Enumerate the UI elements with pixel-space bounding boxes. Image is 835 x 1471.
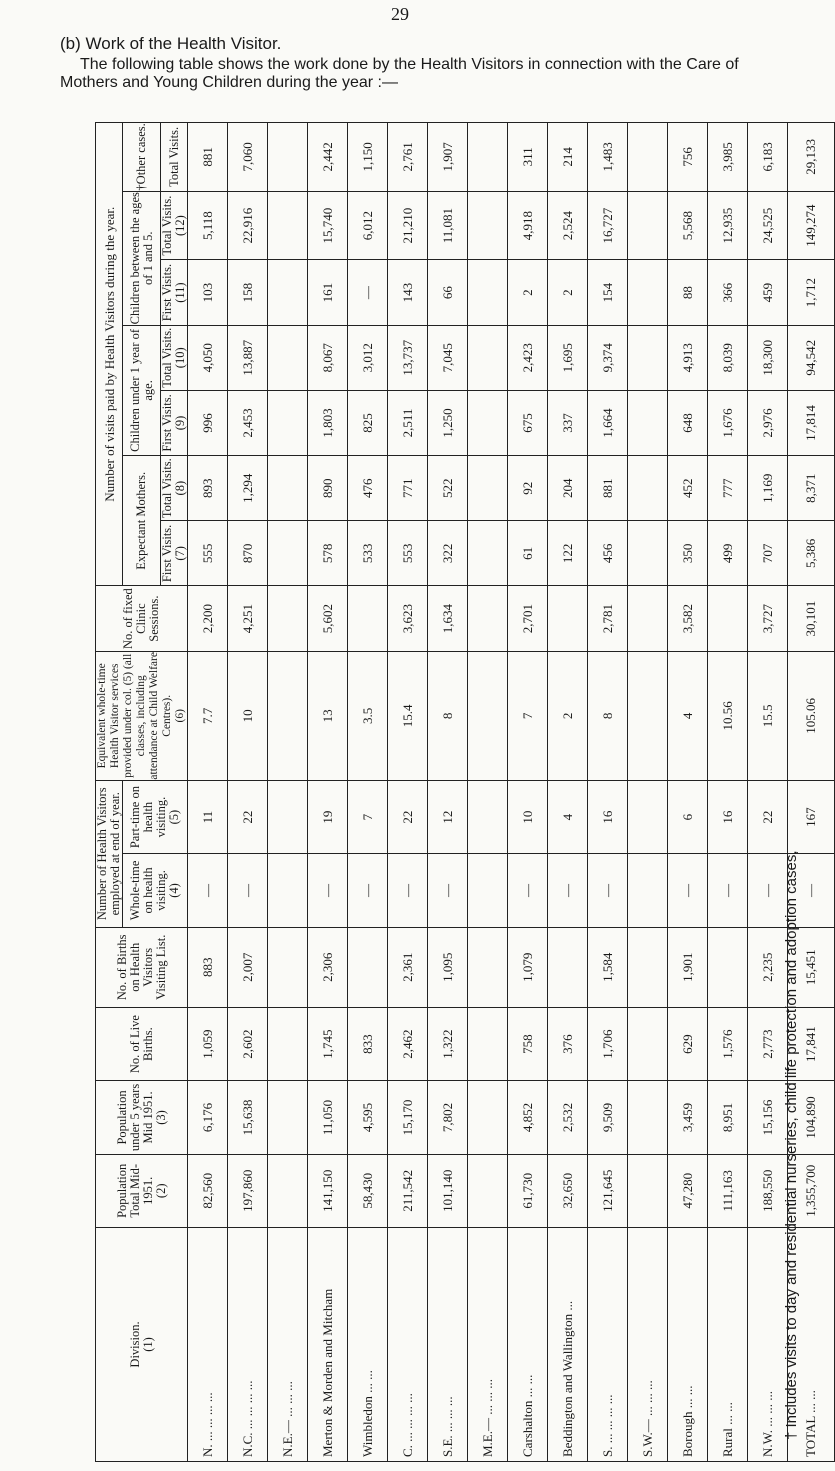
cell-c12: 15,740 <box>308 191 348 260</box>
table-row <box>188 123 228 1462</box>
cell-c13: 2,442 <box>308 123 348 192</box>
cell-u5: 104,890 <box>788 1081 835 1154</box>
part-time-header: Part-time on health visiting. (5) <box>123 780 188 853</box>
cell-division: Carshalton ... ... <box>508 1227 548 1461</box>
page-number: 29 <box>391 4 409 24</box>
cell-lb: 1,322 <box>428 1007 468 1080</box>
cell-wt: — <box>748 854 788 927</box>
cell-division: S.W.— ... ... ... <box>628 1227 668 1461</box>
cell-division: TOTAL ... ... <box>788 1227 835 1461</box>
equivalent-header: Equivalent whole-time Health Visitor services provided under col. (5) (all classes, including attendance at Child Welfare Centres). (6) <box>96 652 186 780</box>
table-row <box>628 123 668 1462</box>
cell-eq: 15.4 <box>388 651 428 780</box>
cell-c13: 7,060 <box>228 123 268 192</box>
cell-cs: 5,602 <box>308 586 348 651</box>
cell-c13 <box>268 123 308 192</box>
section-heading: (b) Work of the Health Visitor. <box>60 34 282 53</box>
cell-cs <box>548 586 588 651</box>
cell-c13: 1,150 <box>348 123 388 192</box>
cell-pt: 167 <box>788 780 835 853</box>
cell-eq <box>628 651 668 780</box>
cell-c12: 24,525 <box>748 191 788 260</box>
cell-pop: 1,355,700 <box>788 1154 835 1227</box>
cell-wt: — <box>228 854 268 927</box>
cell-c8: 92 <box>508 456 548 521</box>
cell-pt: 19 <box>308 780 348 853</box>
cell-c10: 13,737 <box>388 325 428 390</box>
table-row <box>508 123 548 1462</box>
table-row <box>468 123 508 1462</box>
births-on-list-header: No. of Births on Health Visitors Visiting List. <box>96 927 188 1007</box>
cell-c8 <box>468 456 508 521</box>
cell-division: M.E.— ... ... ... <box>468 1227 508 1461</box>
cell-c13: 2,761 <box>388 123 428 192</box>
cell-c11: 161 <box>308 260 348 325</box>
cell-pop <box>468 1154 508 1227</box>
cell-u5: 15,156 <box>748 1081 788 1154</box>
cell-division: N.E.— ... ... ... <box>268 1227 308 1461</box>
cell-lb: 2,602 <box>228 1007 268 1080</box>
cell-wt <box>268 854 308 927</box>
cell-pt: 11 <box>188 780 228 853</box>
cell-division: Borough ... ... <box>668 1227 708 1461</box>
cell-c7: 553 <box>388 521 428 586</box>
cell-c11: 2 <box>548 260 588 325</box>
cell-c12: 16,727 <box>588 191 628 260</box>
cell-eq <box>468 651 508 780</box>
first-visits-9-header: First Visits. (9) <box>161 390 188 455</box>
cell-c8: 522 <box>428 456 468 521</box>
cell-c12: 6,012 <box>348 191 388 260</box>
cell-c12: 4,918 <box>508 191 548 260</box>
cell-c7: 456 <box>588 521 628 586</box>
cell-c10 <box>628 325 668 390</box>
cell-wt <box>468 854 508 927</box>
cell-wt: — <box>788 854 835 927</box>
cell-c12 <box>468 191 508 260</box>
cell-c9: 648 <box>668 390 708 455</box>
cell-c12: 22,916 <box>228 191 268 260</box>
cell-c9: 825 <box>348 390 388 455</box>
cell-eq: 10.56 <box>708 651 748 780</box>
cell-c11 <box>468 260 508 325</box>
cell-cs <box>708 586 748 651</box>
cell-wt: — <box>428 854 468 927</box>
cell-eq: 10 <box>228 651 268 780</box>
cell-c10: 94,542 <box>788 325 835 390</box>
visits-group-header: Number of visits paid by Health Visitors during the year. <box>96 123 123 586</box>
cell-c8: 777 <box>708 456 748 521</box>
live-births-header: No. of Live Births. <box>96 1007 188 1080</box>
first-visits-7-header: First Visits. (7) <box>161 521 188 586</box>
cell-c13: 881 <box>188 123 228 192</box>
cell-eq: 7 <box>508 651 548 780</box>
under1-header: Children under 1 year of age. <box>123 325 161 455</box>
cell-c9: 1,803 <box>308 390 348 455</box>
cell-c11 <box>268 260 308 325</box>
cell-c9: 17,814 <box>788 390 835 455</box>
cell-c13: 3,985 <box>708 123 748 192</box>
cell-cs <box>468 586 508 651</box>
cell-pt: 12 <box>428 780 468 853</box>
cell-pt <box>628 780 668 853</box>
cell-bl <box>268 927 308 1007</box>
whole-time-header: Whole-time on health visiting. (4) <box>123 854 188 927</box>
cell-c11: — <box>348 260 388 325</box>
table-row <box>708 123 748 1462</box>
cell-pt: 6 <box>668 780 708 853</box>
cell-division: S. ... ... ... ... <box>588 1227 628 1461</box>
cell-c8: 1,169 <box>748 456 788 521</box>
cell-division: S.E. ... ... ... <box>428 1227 468 1461</box>
cell-pt <box>468 780 508 853</box>
cell-pop: 188,550 <box>748 1154 788 1227</box>
cell-pop: 58,430 <box>348 1154 388 1227</box>
cell-c9: 675 <box>508 390 548 455</box>
cell-cs: 2,200 <box>188 586 228 651</box>
population-header: Population Total Mid-1951. (2) <box>96 1154 188 1227</box>
cell-lb: 17,841 <box>788 1007 835 1080</box>
cell-u5: 6,176 <box>188 1081 228 1154</box>
cell-lb: 1,745 <box>308 1007 348 1080</box>
cell-pop: 141,150 <box>308 1154 348 1227</box>
cell-wt: — <box>508 854 548 927</box>
cell-c12: 11,081 <box>428 191 468 260</box>
cell-division: N.W. ... ... ... <box>748 1227 788 1461</box>
cell-cs: 2,781 <box>588 586 628 651</box>
cell-c13: 1,907 <box>428 123 468 192</box>
cell-c13: 311 <box>508 123 548 192</box>
cell-cs <box>348 586 388 651</box>
cell-c13: 214 <box>548 123 588 192</box>
table-row <box>548 123 588 1462</box>
cell-pt: 10 <box>508 780 548 853</box>
cell-c10: 4,913 <box>668 325 708 390</box>
cell-c13: 756 <box>668 123 708 192</box>
cell-pop: 121,645 <box>588 1154 628 1227</box>
cell-c8: 452 <box>668 456 708 521</box>
cell-u5: 3,459 <box>668 1081 708 1154</box>
cell-lb <box>628 1007 668 1080</box>
cell-eq <box>268 651 308 780</box>
expectant-header: Expectant Mothers. <box>123 456 161 586</box>
cell-lb: 2,462 <box>388 1007 428 1080</box>
cell-c12: 2,524 <box>548 191 588 260</box>
table-row <box>428 123 468 1462</box>
cell-pop: 47,280 <box>668 1154 708 1227</box>
cell-bl: 1,095 <box>428 927 468 1007</box>
cell-c7 <box>268 521 308 586</box>
cell-c13: 6,183 <box>748 123 788 192</box>
hv-employed-header: Number of Health Visitors employed at end of year. <box>96 780 123 927</box>
cell-c7: 555 <box>188 521 228 586</box>
cell-c9: 337 <box>548 390 588 455</box>
cell-c12 <box>628 191 668 260</box>
cell-c7: 533 <box>348 521 388 586</box>
cell-c8 <box>268 456 308 521</box>
cell-c11 <box>628 260 668 325</box>
cell-c12: 12,935 <box>708 191 748 260</box>
cell-lb: 758 <box>508 1007 548 1080</box>
cell-lb <box>268 1007 308 1080</box>
cell-c8: 771 <box>388 456 428 521</box>
cell-eq: 3.5 <box>348 651 388 780</box>
cell-eq: 7.7 <box>188 651 228 780</box>
cell-division: C. ... ... ... ... <box>388 1227 428 1461</box>
cell-c11: 88 <box>668 260 708 325</box>
cell-pop: 82,560 <box>188 1154 228 1227</box>
cell-wt: — <box>388 854 428 927</box>
cell-division: Rural ... ... <box>708 1227 748 1461</box>
cell-c11: 158 <box>228 260 268 325</box>
cell-bl <box>708 927 748 1007</box>
cell-wt: — <box>348 854 388 927</box>
cell-eq: 105.06 <box>788 651 835 780</box>
cell-u5 <box>468 1081 508 1154</box>
cell-pop <box>628 1154 668 1227</box>
cell-c10: 13,887 <box>228 325 268 390</box>
cell-lb: 629 <box>668 1007 708 1080</box>
cell-pt: 22 <box>228 780 268 853</box>
cell-c11: 366 <box>708 260 748 325</box>
cell-u5 <box>268 1081 308 1154</box>
cell-c7: 122 <box>548 521 588 586</box>
cell-c10: 18,300 <box>748 325 788 390</box>
cell-division: Wimbledon ... ... <box>348 1227 388 1461</box>
cell-bl <box>468 927 508 1007</box>
cell-bl: 1,901 <box>668 927 708 1007</box>
cell-c8: 890 <box>308 456 348 521</box>
intro-paragraph: The following table shows the work done by the Health Visitors in connection with the Care of Mothers and Young Children during the year :— <box>60 56 739 91</box>
cell-c9 <box>628 390 668 455</box>
cell-c9: 996 <box>188 390 228 455</box>
cell-c9: 1,250 <box>428 390 468 455</box>
cell-bl: 2,007 <box>228 927 268 1007</box>
total-visits-10-header: Total Visits. (10) <box>161 325 188 390</box>
cell-eq: 2 <box>548 651 588 780</box>
cell-c8: 1,294 <box>228 456 268 521</box>
cell-c7 <box>468 521 508 586</box>
cell-c7 <box>628 521 668 586</box>
cell-c10: 8,039 <box>708 325 748 390</box>
cell-c9 <box>268 390 308 455</box>
cell-lb: 1,576 <box>708 1007 748 1080</box>
footnote: † Includes visits to day and residential nurseries, child life protection and adoption cases, <box>783 850 800 1440</box>
cell-c12 <box>268 191 308 260</box>
cell-c9: 2,511 <box>388 390 428 455</box>
table-row <box>268 123 308 1462</box>
cell-cs: 3,623 <box>388 586 428 651</box>
cell-u5: 8,951 <box>708 1081 748 1154</box>
cell-c10 <box>468 325 508 390</box>
cell-eq: 8 <box>428 651 468 780</box>
cell-c11: 459 <box>748 260 788 325</box>
cell-pop: 32,650 <box>548 1154 588 1227</box>
cell-pop: 211,542 <box>388 1154 428 1227</box>
table-row <box>748 123 788 1462</box>
total-visits-13-header: Total Visits. <box>161 123 188 192</box>
cell-division: Beddington and Wallington ... <box>548 1227 588 1461</box>
cell-bl: 2,361 <box>388 927 428 1007</box>
cell-cs: 3,727 <box>748 586 788 651</box>
cell-u5: 4,595 <box>348 1081 388 1154</box>
cell-lb: 1,059 <box>188 1007 228 1080</box>
cell-c7: 707 <box>748 521 788 586</box>
cell-c11: 2 <box>508 260 548 325</box>
cell-c9 <box>468 390 508 455</box>
cell-c8: 476 <box>348 456 388 521</box>
cell-u5: 15,170 <box>388 1081 428 1154</box>
cell-wt: — <box>308 854 348 927</box>
division-header: Division. (1) <box>96 1227 188 1461</box>
cell-pt: 16 <box>708 780 748 853</box>
cell-cs: 1,634 <box>428 586 468 651</box>
cell-bl <box>628 927 668 1007</box>
cell-c11: 154 <box>588 260 628 325</box>
cell-wt: — <box>708 854 748 927</box>
cell-lb: 833 <box>348 1007 388 1080</box>
cell-division: N. ... ... ... ... <box>188 1227 228 1461</box>
table-row <box>668 123 708 1462</box>
cell-c10: 8,067 <box>308 325 348 390</box>
one-to-five-header: Children between the ages of 1 and 5. <box>123 191 161 325</box>
cell-lb: 376 <box>548 1007 588 1080</box>
cell-c12: 149,274 <box>788 191 835 260</box>
total-visits-12-header: Total Visits. (12) <box>161 191 188 260</box>
cell-u5: 2,532 <box>548 1081 588 1154</box>
table-row <box>588 123 628 1462</box>
cell-bl: 15,451 <box>788 927 835 1007</box>
cell-wt <box>628 854 668 927</box>
first-visits-11-header: First Visits. (11) <box>161 260 188 325</box>
cell-c9: 1,676 <box>708 390 748 455</box>
cell-pt: 22 <box>748 780 788 853</box>
cell-u5: 15,638 <box>228 1081 268 1154</box>
cell-cs: 4,251 <box>228 586 268 651</box>
cell-cs <box>268 586 308 651</box>
cell-c7: 350 <box>668 521 708 586</box>
cell-pop: 111,163 <box>708 1154 748 1227</box>
cell-c11: 103 <box>188 260 228 325</box>
cell-wt: — <box>668 854 708 927</box>
cell-c7: 870 <box>228 521 268 586</box>
cell-c7: 578 <box>308 521 348 586</box>
cell-c11: 1,712 <box>788 260 835 325</box>
cell-cs: 2,701 <box>508 586 548 651</box>
cell-bl: 1,079 <box>508 927 548 1007</box>
cell-c13 <box>468 123 508 192</box>
cell-lb: 1,706 <box>588 1007 628 1080</box>
cell-c9: 1,664 <box>588 390 628 455</box>
cell-c13 <box>628 123 668 192</box>
cell-bl <box>548 927 588 1007</box>
cell-c8 <box>628 456 668 521</box>
cell-c11: 143 <box>388 260 428 325</box>
clinic-sessions-header: No. of fixed Clinic Sessions. <box>96 586 188 651</box>
cell-lb: 2,773 <box>748 1007 788 1080</box>
cell-c10: 1,695 <box>548 325 588 390</box>
table-body <box>188 123 835 1462</box>
other-cases-header: †Other cases. <box>123 123 161 192</box>
cell-pop: 61,730 <box>508 1154 548 1227</box>
cell-c10: 2,423 <box>508 325 548 390</box>
cell-c9: 2,453 <box>228 390 268 455</box>
cell-cs <box>628 586 668 651</box>
cell-pop <box>268 1154 308 1227</box>
cell-c10: 7,045 <box>428 325 468 390</box>
cell-c8: 204 <box>548 456 588 521</box>
cell-c8: 8,371 <box>788 456 835 521</box>
total-visits-8-header: Total Visits. (8) <box>161 456 188 521</box>
table-row <box>228 123 268 1462</box>
cell-c10: 9,374 <box>588 325 628 390</box>
cell-pt: 7 <box>348 780 388 853</box>
table-row <box>388 123 428 1462</box>
cell-c9: 2,976 <box>748 390 788 455</box>
cell-pt: 22 <box>388 780 428 853</box>
cell-c10: 4,050 <box>188 325 228 390</box>
cell-bl: 883 <box>188 927 228 1007</box>
cell-c8: 893 <box>188 456 228 521</box>
cell-c7: 322 <box>428 521 468 586</box>
cell-cs: 3,582 <box>668 586 708 651</box>
cell-bl: 2,306 <box>308 927 348 1007</box>
cell-c11: 66 <box>428 260 468 325</box>
cell-bl <box>348 927 388 1007</box>
cell-u5: 7,802 <box>428 1081 468 1154</box>
cell-c12: 5,568 <box>668 191 708 260</box>
cell-division: Merton & Morden and Mitcham <box>308 1227 348 1461</box>
cell-division: N.C. ... ... ... ... <box>228 1227 268 1461</box>
cell-eq: 8 <box>588 651 628 780</box>
cell-lb <box>468 1007 508 1080</box>
table-row <box>348 123 388 1462</box>
cell-c10 <box>268 325 308 390</box>
cell-c12: 5,118 <box>188 191 228 260</box>
cell-pt: 16 <box>588 780 628 853</box>
cell-c10: 3,012 <box>348 325 388 390</box>
cell-u5: 4,852 <box>508 1081 548 1154</box>
cell-wt: — <box>588 854 628 927</box>
cell-u5: 9,509 <box>588 1081 628 1154</box>
table-row <box>308 123 348 1462</box>
cell-c13: 29,133 <box>788 123 835 192</box>
cell-eq: 4 <box>668 651 708 780</box>
cell-bl: 2,235 <box>748 927 788 1007</box>
cell-wt: — <box>188 854 228 927</box>
pop-under5-header: Population under 5 years Mid 1951. (3) <box>96 1081 188 1154</box>
cell-pop: 101,140 <box>428 1154 468 1227</box>
cell-bl: 1,584 <box>588 927 628 1007</box>
health-visitor-table <box>95 122 835 1462</box>
cell-c12: 21,210 <box>388 191 428 260</box>
cell-c13: 1,483 <box>588 123 628 192</box>
cell-c8: 881 <box>588 456 628 521</box>
cell-wt: — <box>548 854 588 927</box>
cell-u5: 11,050 <box>308 1081 348 1154</box>
cell-pt: 4 <box>548 780 588 853</box>
cell-pt <box>268 780 308 853</box>
cell-cs: 30,101 <box>788 586 835 651</box>
cell-u5 <box>628 1081 668 1154</box>
cell-eq: 13 <box>308 651 348 780</box>
cell-c7: 499 <box>708 521 748 586</box>
cell-c7: 5,386 <box>788 521 835 586</box>
cell-c7: 61 <box>508 521 548 586</box>
cell-pop: 197,860 <box>228 1154 268 1227</box>
cell-eq: 15.5 <box>748 651 788 780</box>
